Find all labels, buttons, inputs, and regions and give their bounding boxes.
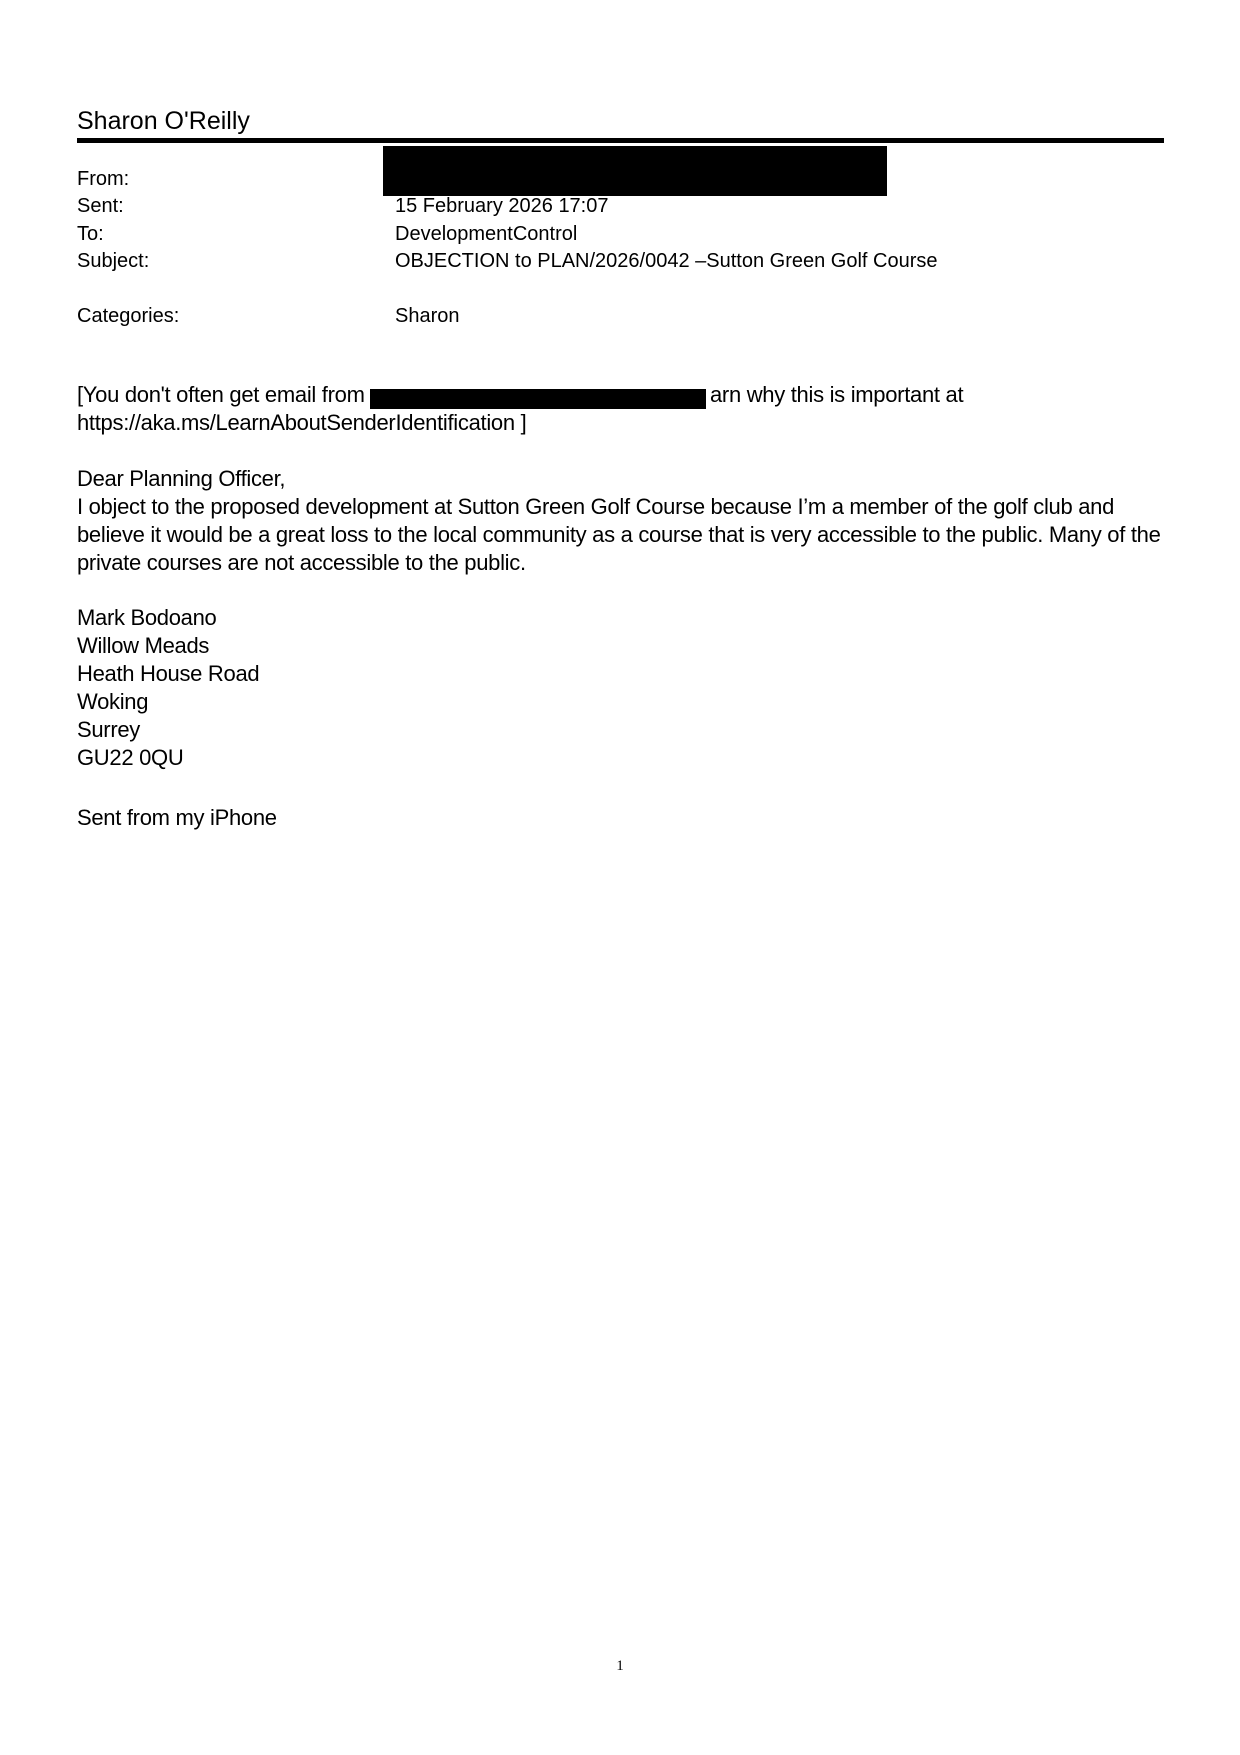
notice-link: https://aka.ms/LearnAboutSenderIdentification ]	[77, 410, 527, 435]
signature-postcode: GU22 0QU	[77, 745, 184, 770]
signature-block	[77, 604, 1167, 772]
to-label: To:	[77, 223, 104, 245]
signature-address-line: Willow Meads	[77, 633, 210, 658]
from-label: From:	[77, 168, 130, 190]
redacted-sender-address	[383, 146, 887, 196]
greeting: Dear Planning Officer,	[77, 466, 286, 491]
sent-from-device: Sent from my iPhone	[77, 805, 277, 830]
to-value: DevelopmentControl	[395, 223, 578, 245]
categories-label: Categories:	[77, 305, 180, 327]
objection-paragraph: I object to the proposed development at Sutton Green Golf Course because I’m a member of the golf club and believe it would be a great loss to the local community as a course that is very accessible to the public. Many of the private courses are not accessible to the public.	[77, 494, 1161, 575]
notice-prefix: [You don't often get email from	[77, 382, 365, 407]
notice-suffix: arn why this is important at	[710, 382, 964, 407]
subject-label: Subject:	[77, 250, 150, 272]
sent-label: Sent:	[77, 195, 124, 217]
subject-value: OBJECTION to PLAN/2026/0042 –Sutton Green Golf Course	[395, 250, 938, 272]
page-number: 1	[616, 1658, 624, 1674]
redacted-notice-text	[370, 389, 706, 409]
signature-name: Mark Bodoano	[77, 605, 217, 630]
sent-value: 15 February 2026 17:07	[395, 195, 609, 217]
mailbox-owner-name: Sharon O'Reilly	[77, 107, 250, 135]
categories-value: Sharon	[395, 305, 460, 327]
signature-address-line: Surrey	[77, 717, 140, 742]
signature-address-line: Heath House Road	[77, 661, 260, 686]
header-divider	[77, 138, 1164, 143]
signature-address-line: Woking	[77, 689, 149, 714]
